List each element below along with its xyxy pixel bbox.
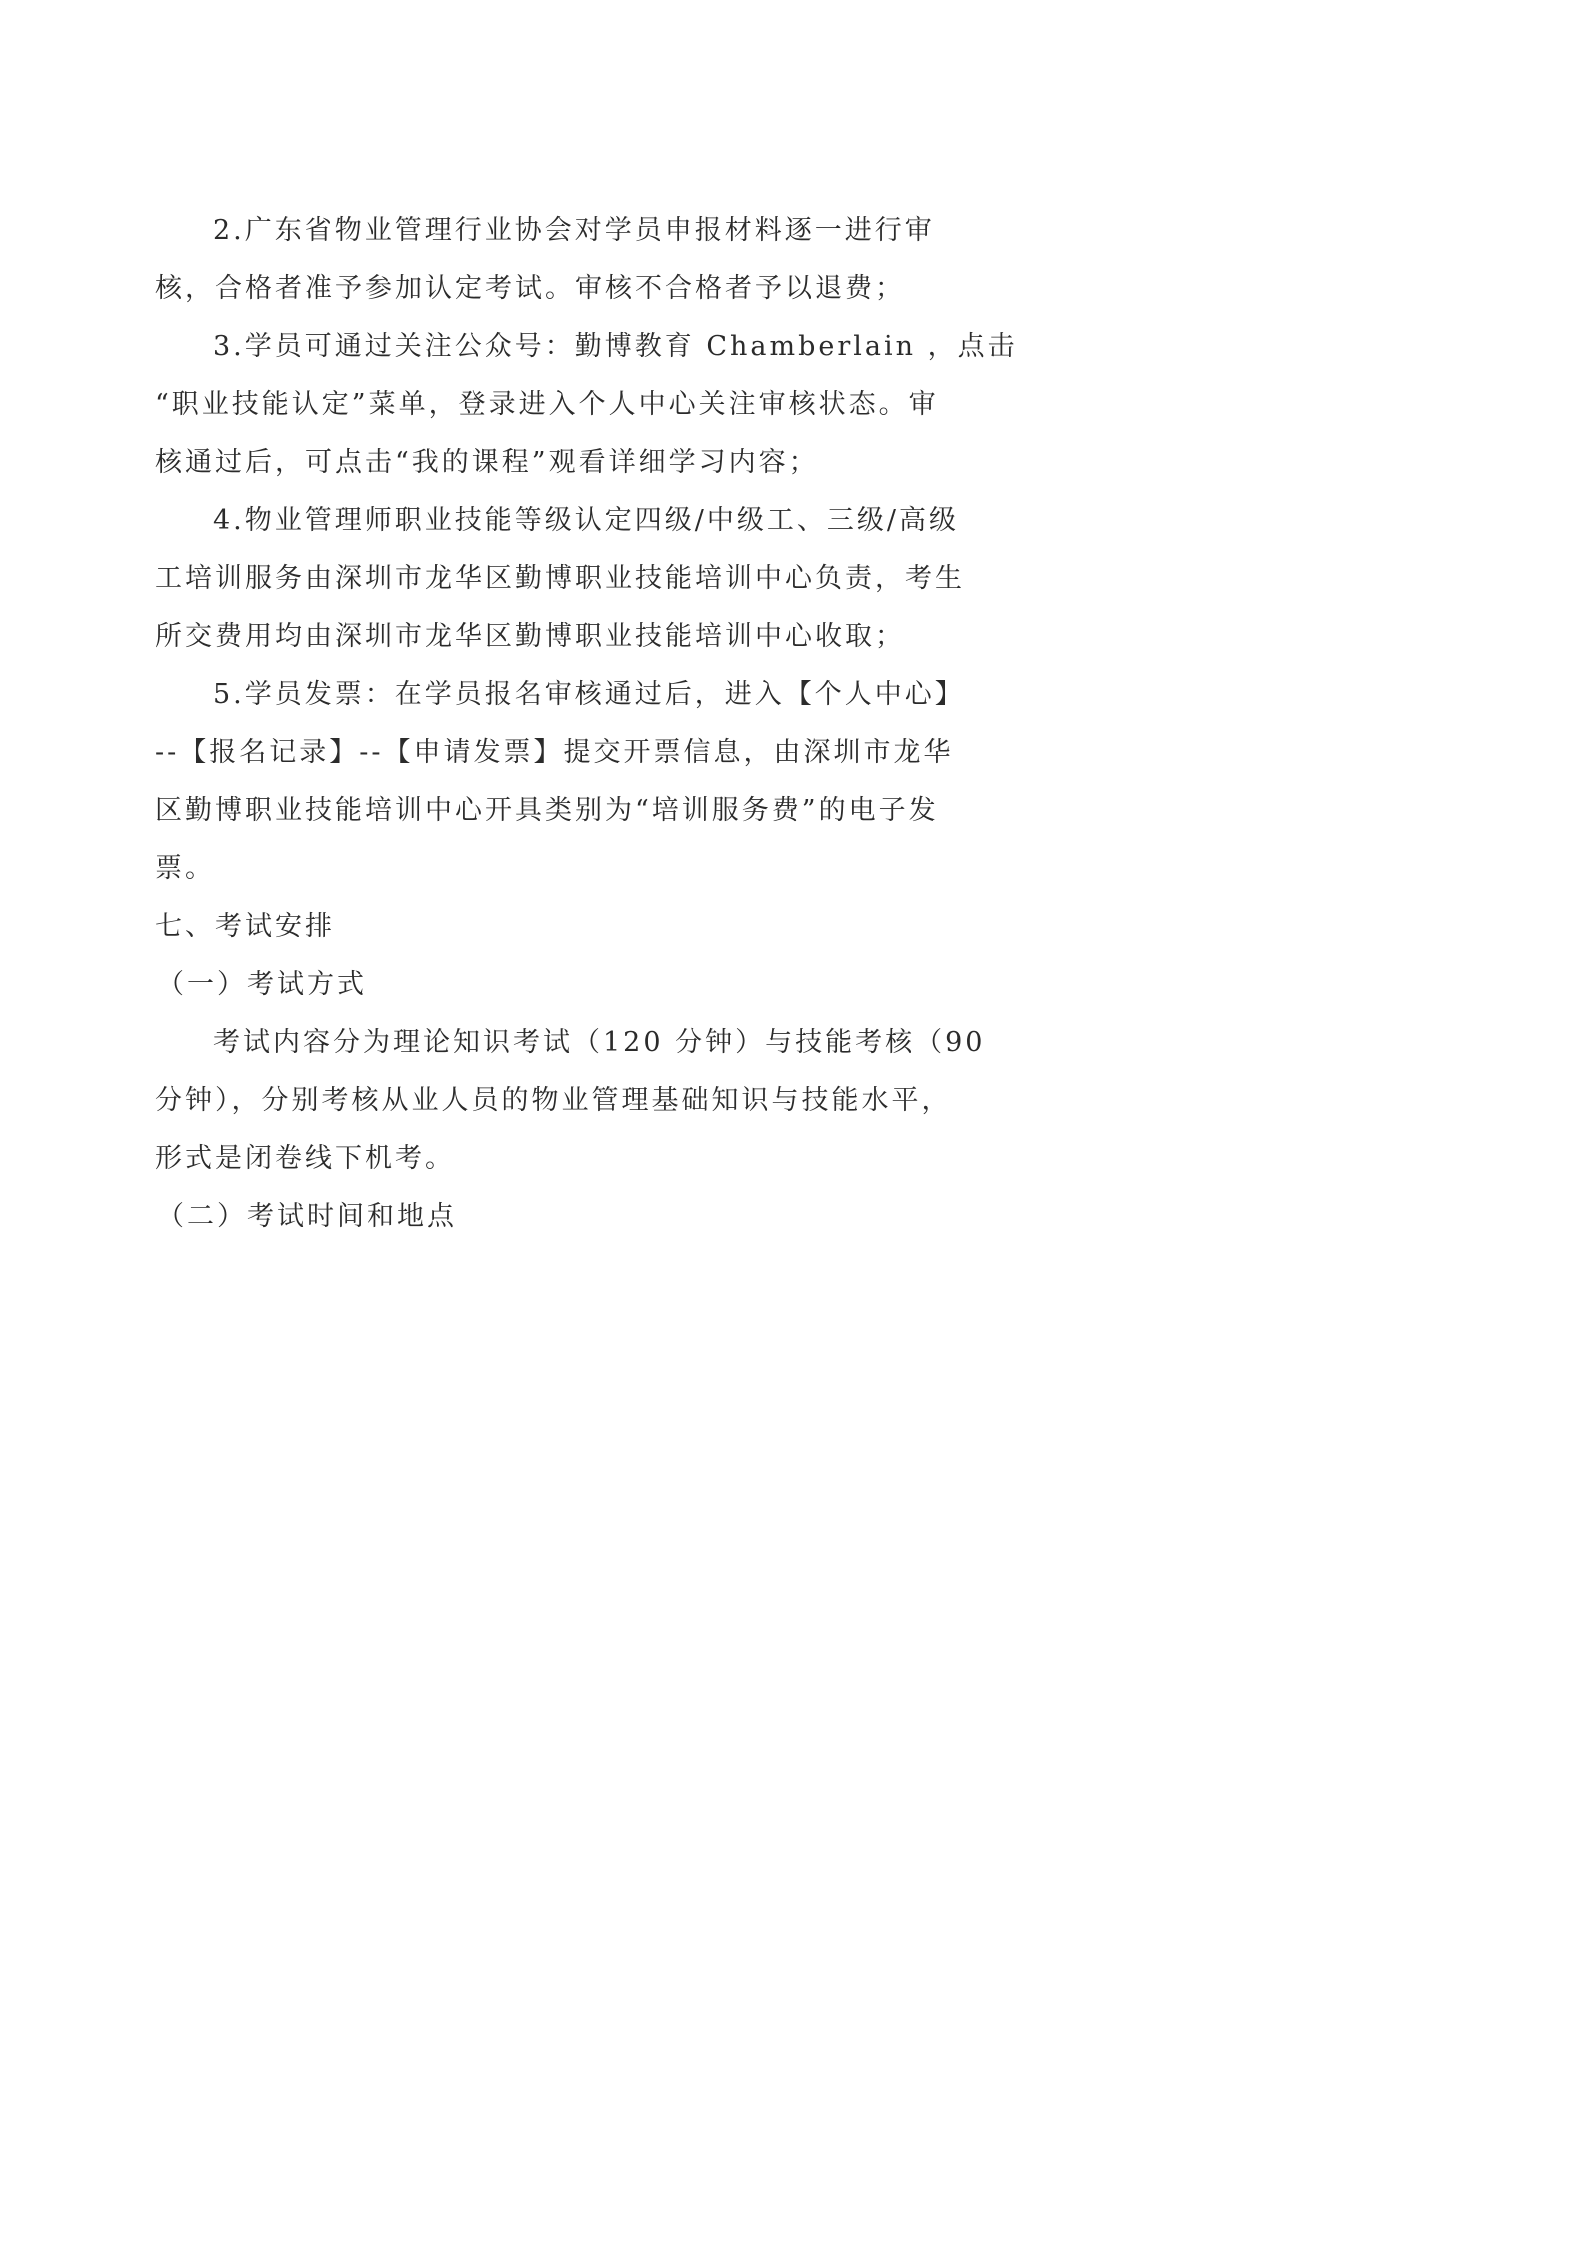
paragraph-line: 区勤博职业技能培训中心开具类别为“培训服务费”的电子发 <box>155 795 939 826</box>
paragraph-line: --【报名记录】--【申请发票】提交开票信息，由深圳市龙华 <box>155 737 954 768</box>
paragraph-line: 5.学员发票：在学员报名审核通过后，进入【个人中心】 <box>213 679 965 710</box>
paragraph-line: 3.学员可通过关注公众号：勤博教育 Chamberlain ，点击 <box>213 331 1018 362</box>
document-body <box>155 202 1018 1246</box>
paragraph-line: 考试内容分为理论知识考试（120 分钟）与技能考核（90 <box>213 1027 986 1058</box>
paragraph-line: “职业技能认定”菜单，登录进入个人中心关注审核状态。审 <box>155 389 939 420</box>
paragraph-line: 所交费用均由深圳市龙华区勤博职业技能培训中心收取； <box>155 621 905 652</box>
paragraph-line: 形式是闭卷线下机考。 <box>155 1143 455 1174</box>
subsection-heading: （二）考试时间和地点 <box>157 1201 457 1232</box>
document-page <box>0 0 1103 1563</box>
paragraph-line: 4.物业管理师职业技能等级认定四级/中级工、三级/高级 <box>213 505 959 536</box>
paragraph-line: 分钟），分别考核从业人员的物业管理基础知识与技能水平， <box>155 1085 952 1116</box>
paragraph-line: 工培训服务由深圳市龙华区勤博职业技能培训中心负责，考生 <box>155 563 965 594</box>
subsection-heading: （一）考试方式 <box>157 969 367 1000</box>
paragraph-line: 票。 <box>155 853 215 884</box>
section-heading: 七、考试安排 <box>155 911 335 942</box>
paragraph-line: 核，合格者准予参加认定考试。审核不合格者予以退费； <box>155 273 905 304</box>
paragraph-line: 核通过后，可点击“我的课程”观看详细学习内容； <box>155 447 819 478</box>
paragraph-line: 2.广东省物业管理行业协会对学员申报材料逐一进行审 <box>213 215 935 246</box>
